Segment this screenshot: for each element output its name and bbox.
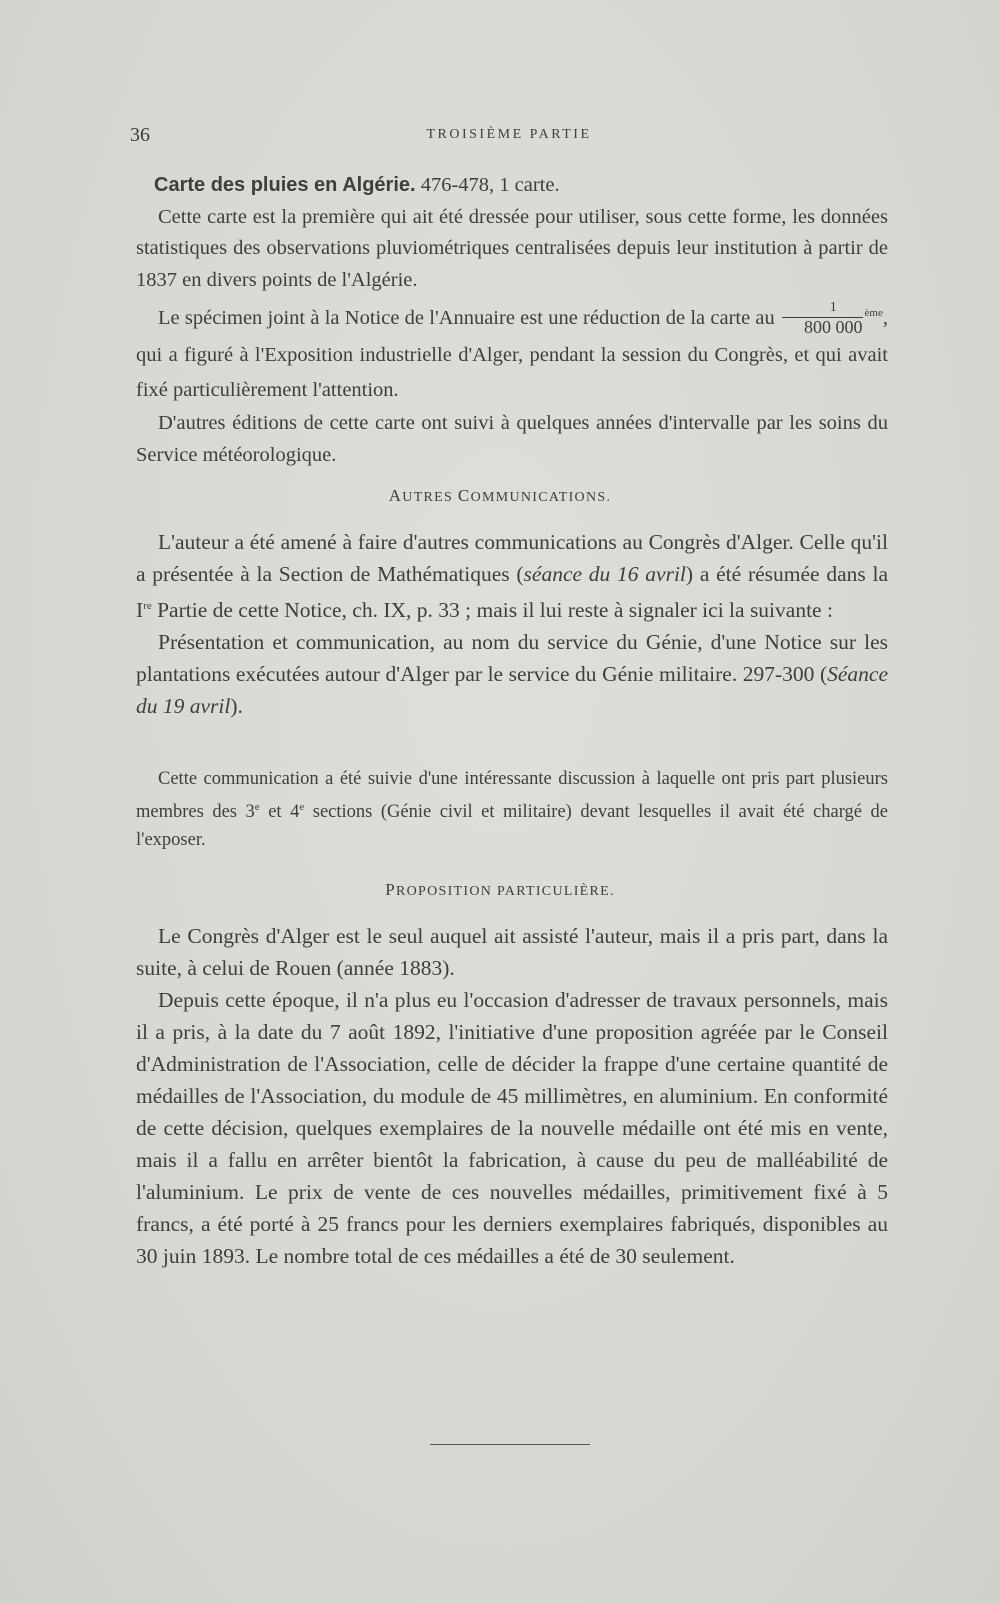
paragraph: Depuis cette époque, il n'a plus eu l'occasion d'adresser de travaux personnels, mais il a pris, à la date du 7 août 1892, l'initiative d'une proposition agréée par le Conseil d'Administration de l'Association, celle de décider la frappe d'une certaine quantité de médailles de l'Association, du module de 45 millimètres, en aluminium. En conformité de cette décision, quelques exemplaires de la nouvelle médaille ont été mis en vente, mais il a fallu en arrêter bientôt la fabrication, à cause du peu de malléabilité de l'aluminium. Le prix de vente de ces nouvelles médailles, primitivement fixé à 5 francs, a été porté à 25 francs pour les derniers exemplaires fabriqués, disponibles au 30 juin 1893. Le nombre total de ces médailles a été de 30 seulement. [136,988,888,1268]
paragraph: Le Congrès d'Alger est le seul auquel ait assisté l'auteur, mais il a pris part, dans la suite, à celui de Rouen (année 1883). [136,924,888,980]
text-run: L'auteur a été amené à faire d'autres communications au Congrès d'Alger. Celle qu'il a présentée à la Section de Mathématiques ( [136,530,888,586]
text-run: Partie de cette Notice, ch. IX, p. 33 ; mais il lui reste à signaler ici la suivante : [151,598,833,623]
paragraph [136,765,888,854]
superscript: e [254,801,260,813]
fraction-denominator: 800 000 [804,317,863,337]
heading-cap: P [385,880,396,899]
fraction [782,299,863,336]
heading-cap: A [388,486,403,505]
paragraph: Cette carte est la première qui ait été dressée pour utiliser, sous cette forme, les données statistiques des observations pluviométriques centralisées depuis leur institution à partir de 1837 en divers points de l'Algérie. [136,205,888,291]
fraction-numerator: 1 [782,299,863,318]
paragraph [136,526,888,626]
text-run: ) a été résumée dans la I [136,562,889,623]
section-heading-proposition [0,880,1000,900]
text-run: sections (Génie civil et militaire) devant lesquelles il avait été chargé de l'exposer. [136,802,888,851]
italic-run: Séance du 19 avril [136,662,888,719]
closing-rule [430,1444,590,1445]
heading-cap: C [457,486,471,505]
entry-title-line [136,170,888,202]
paragraph: D'autres éditions de cette carte ont suivi à quelques années d'intervalle par les soins du Service météorologique. [136,412,888,466]
text-run: Présentation et communication, au nom du service du Génie, d'une Notice sur les plantations exécutées autour d'Alger par le service du Génie militaire. 297-300 ( [136,630,888,687]
text-run: et 4 [259,802,300,823]
superscript: re [143,600,152,612]
heading-rest: UTRES [402,490,458,505]
superscript: e [299,801,305,813]
text-run: ). [230,694,243,719]
heading-rest: ROPOSITION PARTICULIÈRE. [395,884,615,899]
section-heading-autres-communications [0,486,1000,506]
text-run: Le spécimen joint à la Notice de l'Annuaire est une réduction de la carte au [158,307,781,330]
paragraph [136,626,888,722]
section-autres-communications-note [136,765,888,854]
entry-carte-des-pluies [136,170,888,471]
entry-title: Carte des pluies en Algérie. [154,174,416,196]
entry-ref: 476-478, 1 carte. [415,174,560,196]
section-autres-communications [136,526,888,722]
paragraph [136,296,888,408]
italic-run: séance du 16 avril [523,562,686,586]
text-run: , qui a figuré à l'Exposition industrielle d'Alger, pendant la session du Congrès, et qui avait fixé particulièrement l'attention. [136,307,888,401]
heading-rest: OMMUNICATIONS. [470,490,612,505]
superscript: ème [864,307,883,320]
text-run: Cette communication a été suivie d'une intéressante discussion à laquelle ont pris part plusieurs membres des 3 [136,769,888,823]
page-number: 36 [130,124,150,146]
section-proposition [136,920,888,1272]
running-head: TROISIÈME PARTIE [426,127,592,142]
page-header [130,124,888,150]
